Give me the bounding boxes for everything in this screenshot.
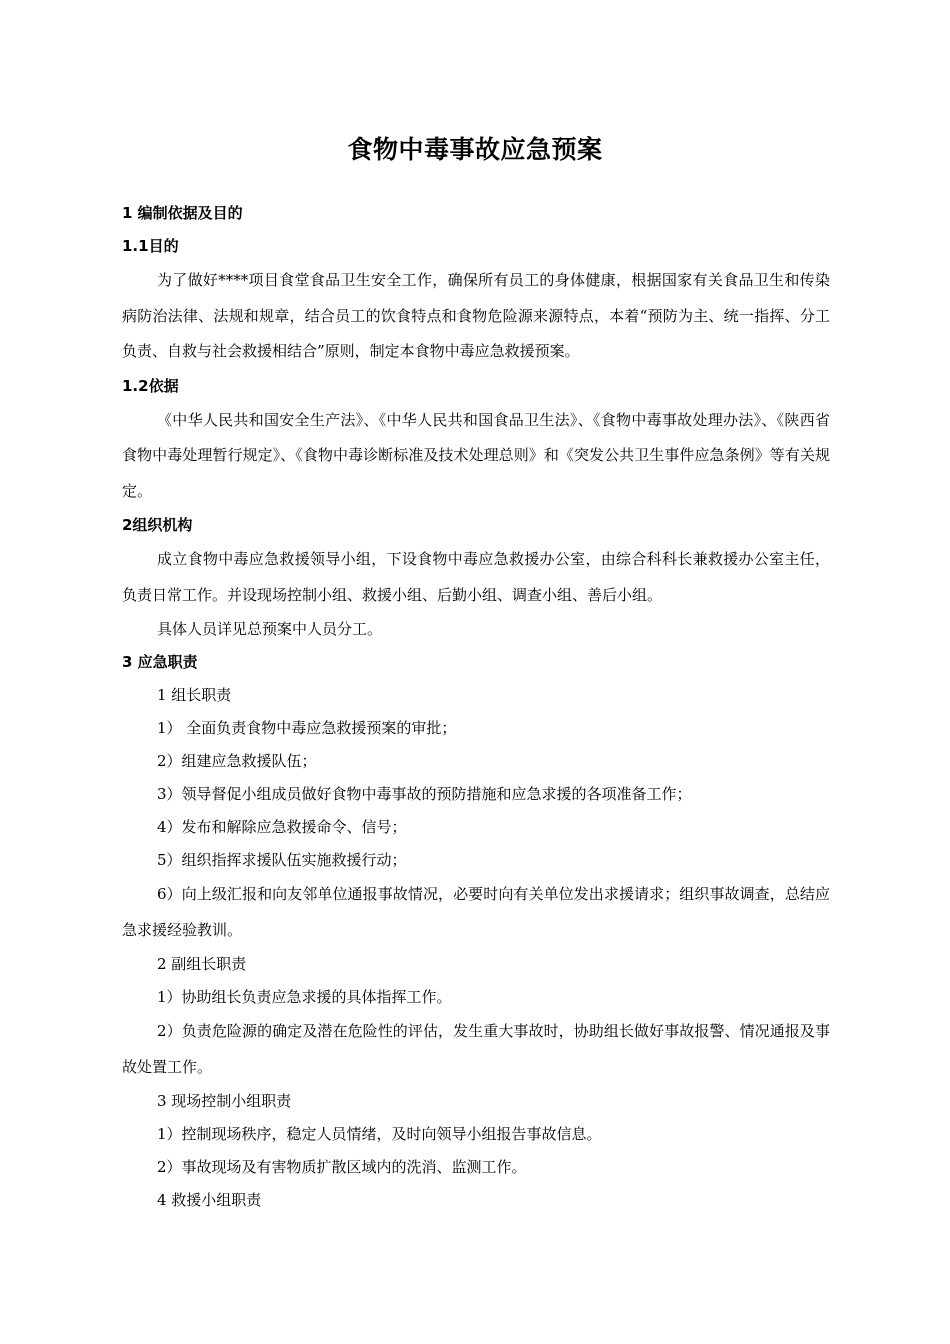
leader-duty-2: 2）组建应急救援队伍； xyxy=(157,752,317,770)
leader-duty-5: 5）组织指挥求援队伍实施救援行动； xyxy=(157,851,407,869)
organization-paragraph: 成立食物中毒应急救援领导小组，下设食物中毒应急救援办公室，由综合科科长兼救援办公室主任，负责日常工作。并设现场控制小组、救援小组、后勤小组、调查小组、善后小组。 xyxy=(122,550,830,604)
site-control-duty-1: 1）控制现场秩序，稳定人员情绪，及时向领导小组报告事故信息。 xyxy=(157,1125,602,1143)
section-heading-1: 1 编制依据及目的 xyxy=(122,204,243,222)
staffing-note: 具体人员详见总预案中人员分工。 xyxy=(157,620,383,638)
leader-duty-1: 1） 全面负责食物中毒应急救援预案的审批； xyxy=(157,719,457,737)
deputy-duty-1: 1）协助组长负责应急求援的具体指挥工作。 xyxy=(157,988,452,1006)
document-body xyxy=(122,197,830,1217)
leader-duties-heading: 1 组长职责 xyxy=(157,686,232,704)
leader-duty-4: 4）发布和解除应急救援命令、信号； xyxy=(157,818,407,836)
site-control-duties-heading: 3 现场控制小组职责 xyxy=(157,1092,292,1110)
section-heading-1-2: 1.2依据 xyxy=(122,376,179,395)
rescue-duties-heading: 4 救援小组职责 xyxy=(157,1191,262,1209)
leader-duty-3: 3）领导督促小组成员做好食物中毒事故的预防措施和应急求援的各项准备工作； xyxy=(157,785,692,803)
deputy-duties-heading: 2 副组长职责 xyxy=(157,955,247,973)
section-heading-1-1: 1.1目的 xyxy=(122,237,179,255)
leader-duty-6: 6）向上级汇报和向友邻单位通报事故情况，必要时向有关单位发出求援请求；组织事故调查，总结应急求援经验教训。 xyxy=(122,885,830,939)
section-heading-2: 2组织机构 xyxy=(122,516,193,534)
site-control-duty-2: 2）事故现场及有害物质扩散区域内的洗消、监测工作。 xyxy=(157,1158,527,1176)
purpose-paragraph: 为了做好****项目食堂食品卫生安全工作，确保所有员工的身体健康，根据国家有关食品卫生和传染病防治法律、法规和规章，结合员工的饮食特点和食物危险源来源特点，本着“预防为主、统一指挥、分工负责、自救与社会救援相结合”原则，制定本食物中毒应急救援预案。 xyxy=(122,271,830,360)
document-title: 食物中毒事故应急预案 xyxy=(347,135,603,164)
basis-paragraph: 《中华人民共和国安全生产法》、《中华人民共和国食品卫生法》、《食物中毒事故处理办法》、《陕西省食物中毒处理暂行规定》、《食物中毒诊断标准及技术处理总则》和《突发公共卫生事件应急条例》等有关规定。 xyxy=(122,410,830,500)
section-heading-3: 3 应急职责 xyxy=(122,653,198,671)
deputy-duty-2: 2）负责危险源的确定及潜在危险性的评估，发生重大事故时，协助组长做好事故报警、情况通报及事故处置工作。 xyxy=(122,1022,830,1076)
